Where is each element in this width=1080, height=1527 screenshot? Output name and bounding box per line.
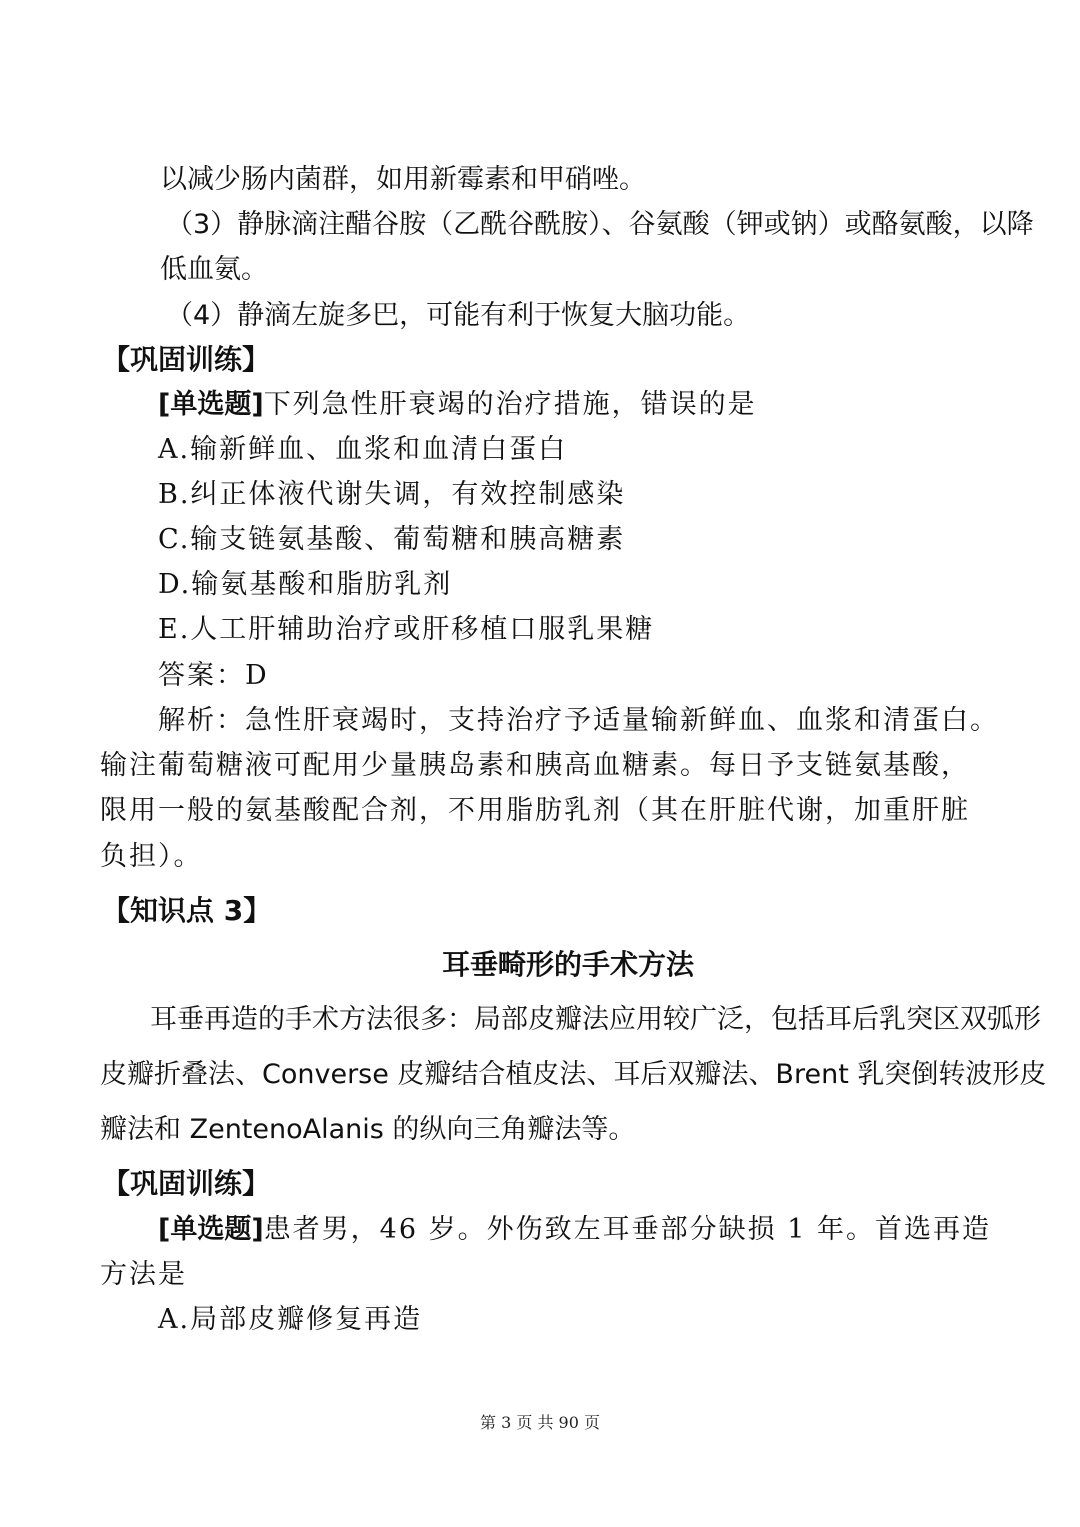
question-text: 下列急性肝衰竭的治疗措施，错误的是	[263, 389, 757, 420]
option-c: C.输支链氨基酸、葡萄糖和胰高糖素	[158, 524, 626, 555]
analysis-line-2: 输注葡萄糖液可配用少量胰岛素和胰高血糖素。每日予支链氨基酸，	[100, 750, 970, 781]
option-b: B.纠正体液代谢失调，有效控制感染	[158, 479, 626, 510]
section-heading-practice-1: 【巩固训练】	[102, 343, 271, 376]
knowledge-paragraph-line-2: 皮瓣折叠法、Converse 皮瓣结合植皮法、耳后双瓣法、Brent 乳突倒转波形皮	[100, 1059, 1047, 1090]
question-tag: [单选题]	[158, 389, 264, 420]
option-e: E.人工肝辅助治疗或肝移植口服乳果糖	[158, 614, 655, 645]
question-tag: [单选题]	[158, 1214, 264, 1245]
question-1	[158, 387, 757, 423]
analysis-line-1: 解析：急性肝衰竭时，支持治疗予适量输新鲜血、血浆和清蛋白。	[158, 705, 999, 736]
knowledge-point-heading: 【知识点 3】	[102, 894, 272, 927]
option-a: A.输新鲜血、血浆和血清白蛋白	[158, 434, 568, 465]
question-text: 患者男，46 岁。外伤致左耳垂部分缺损 1 年。首选再造	[263, 1214, 991, 1245]
knowledge-paragraph-line-1: 耳垂再造的手术方法很多：局部皮瓣法应用较广泛，包括耳后乳突区双弧形	[150, 1004, 1041, 1035]
knowledge-paragraph-line-3: 瓣法和 ZentenoAlanis 的纵向三角瓣法等。	[100, 1114, 636, 1145]
continued-text-line-4: （4）静滴左旋多巴，可能有利于恢复大脑功能。	[166, 300, 751, 331]
question-2-line-1	[158, 1212, 991, 1248]
question-2-line-2: 方法是	[100, 1259, 187, 1290]
option-d: D.输氨基酸和脂肪乳剂	[158, 569, 453, 600]
analysis-line-3: 限用一般的氨基酸配合剂，不用脂肪乳剂（其在肝脏代谢，加重肝脏	[100, 795, 970, 826]
section-heading-practice-2: 【巩固训练】	[102, 1167, 271, 1200]
continued-text-line-3: 低血氨。	[160, 254, 268, 285]
answer: 答案：D	[158, 660, 269, 691]
continued-text-line-1: 以减少肠内菌群，如用新霉素和甲硝唑。	[160, 164, 646, 195]
analysis-line-4: 负担）。	[100, 841, 203, 872]
option-a: A.局部皮瓣修复再造	[158, 1304, 423, 1335]
page-footer: 第 3 页 共 90 页	[480, 1413, 600, 1432]
continued-text-line-2: （3）静脉滴注醋谷胺（乙酰谷酰胺）、谷氨酸（钾或钠）或酪氨酸，以降	[166, 209, 1034, 240]
section-title: 耳垂畸形的手术方法	[441, 948, 694, 981]
